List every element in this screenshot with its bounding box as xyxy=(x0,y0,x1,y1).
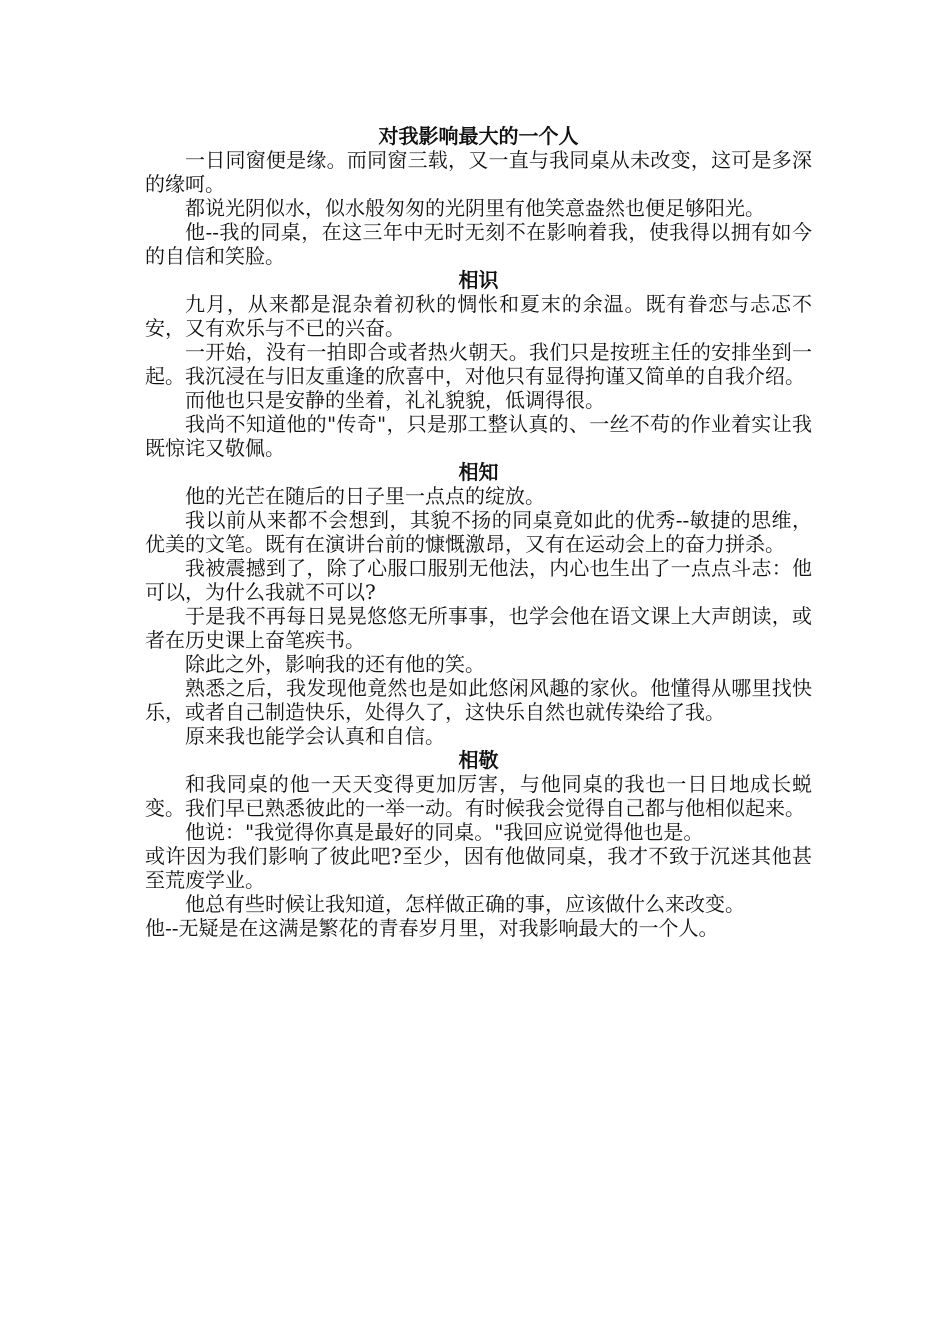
section-3-paragraph-1: 和我同桌的他一天天变得更加厉害，与他同桌的我也一日日地成长蜕变。我们早已熟悉彼此的一举一动。有时候我会觉得自己都与他相似起来。 xyxy=(145,772,812,820)
section-heading-1: 相识 xyxy=(458,268,499,292)
section-1-paragraph-1: 九月，从来都是混杂着初秋的惆怅和夏末的余温。既有眷恋与忐忑不安，又有欢乐与不已的兴奋。 xyxy=(145,292,812,340)
section-heading-2: 相知 xyxy=(458,460,499,484)
section-3-paragraph-5: 他--无疑是在这满是繁花的青春岁月里，对我影响最大的一个人。 xyxy=(145,916,719,940)
section-1-paragraph-2: 一开始，没有一拍即合或者热火朝天。我们只是按班主任的安排坐到一起。我沉浸在与旧友重逢的欣喜中，对他只有显得拘谨又简单的自我介绍。 xyxy=(145,340,812,388)
section-1-paragraph-3: 而他也只是安静的坐着，礼礼貌貌，低调得很。 xyxy=(185,388,605,412)
section-2-paragraph-1: 他的光芒在随后的日子里一点点的绽放。 xyxy=(185,484,545,508)
document-title: 对我影响最大的一个人 xyxy=(378,124,579,148)
intro-paragraph-2: 都说光阴似水，似水般匆匆的光阴里有他笑意盎然也便足够阳光。 xyxy=(185,196,765,220)
section-heading-3: 相敬 xyxy=(458,748,499,772)
intro-paragraph-3: 他--我的同桌，在这三年中无时无刻不在影响着我，使我得以拥有如今的自信和笑脸。 xyxy=(145,220,812,268)
section-3-paragraph-3: 或许因为我们影响了彼此吧?至少，因有他做同桌，我才不致于沉迷其他甚至荒废学业。 xyxy=(145,844,812,892)
intro-paragraph-1: 一日同窗便是缘。而同窗三载，又一直与我同桌从未改变，这可是多深的缘呵。 xyxy=(145,148,812,196)
section-3-paragraph-4: 他总有些时候让我知道，怎样做正确的事，应该做什么来改变。 xyxy=(185,892,745,916)
section-2-paragraph-5: 除此之外，影响我的还有他的笑。 xyxy=(185,652,485,676)
document-page xyxy=(145,124,812,940)
section-1-paragraph-4: 我尚不知道他的"传奇"，只是那工整认真的、一丝不苟的作业着实让我既惊诧又敬佩。 xyxy=(145,412,812,460)
section-3-paragraph-2: 他说："我觉得你真是最好的同桌。"我回应说觉得他也是。 xyxy=(185,820,704,844)
section-2-paragraph-6: 熟悉之后，我发现他竟然也是如此悠闲风趣的家伙。他懂得从哪里找快乐，或者自己制造快乐，处得久了，这快乐自然也就传染给了我。 xyxy=(145,676,812,724)
section-2-paragraph-7: 原来我也能学会认真和自信。 xyxy=(185,724,445,748)
section-2-paragraph-2: 我以前从来都不会想到，其貌不扬的同桌竟如此的优秀--敏捷的思维，优美的文笔。既有在演讲台前的慷慨激昂，又有在运动会上的奋力拼杀。 xyxy=(145,508,812,556)
section-2-paragraph-3: 我被震撼到了，除了心服口服别无他法，内心也生出了一点点斗志：他可以，为什么我就不可以? xyxy=(145,556,812,604)
section-2-paragraph-4: 于是我不再每日晃晃悠悠无所事事，也学会他在语文课上大声朗读，或者在历史课上奋笔疾书。 xyxy=(145,604,812,652)
